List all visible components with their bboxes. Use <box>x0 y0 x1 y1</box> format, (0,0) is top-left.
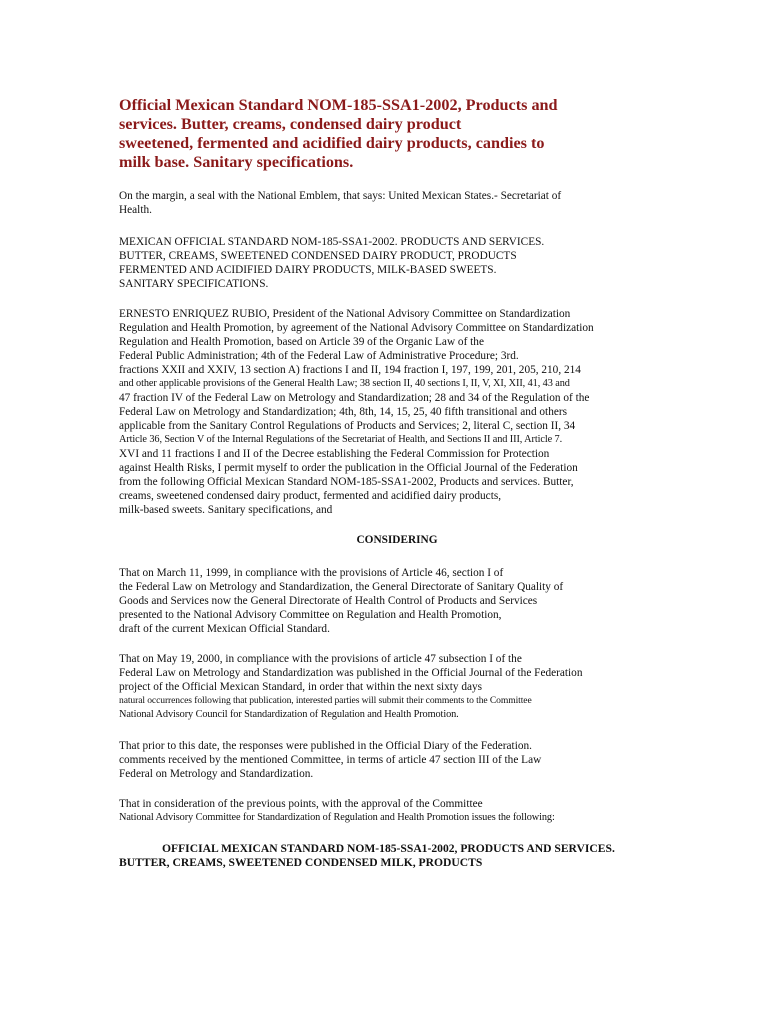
text-line: natural occurrences following that publication, interested parties will submit their comments to the Committee <box>119 695 532 706</box>
text-line: That on May 19, 2000, in compliance with the provisions of article 47 subsection I of the <box>119 653 522 665</box>
text-line: draft of the current Mexican Official Standard. <box>119 623 330 635</box>
text-line: BUTTER, CREAMS, SWEETENED CONDENSED MILK, PRODUCTS <box>119 856 483 869</box>
text-line: That in consideration of the previous points, with the approval of the Committee <box>119 798 483 810</box>
text-line: MEXICAN OFFICIAL STANDARD NOM-185-SSA1-2002. PRODUCTS AND SERVICES. <box>119 236 545 248</box>
text-line: creams, sweetened condensed dairy product, fermented and acidified dairy products, <box>119 490 502 502</box>
considering-paragraph-3 <box>119 739 679 781</box>
text-line: Regulation and Health Promotion, based on Article 39 of the Organic Law of the <box>119 336 484 348</box>
text-line: That prior to this date, the responses were published in the Official Diary of the Federation. <box>119 740 532 752</box>
text-line: Health. <box>119 204 152 216</box>
text-line: against Health Risks, I permit myself to order the publication in the Official Journal of the Federation <box>119 462 578 474</box>
preamble-paragraph <box>119 307 679 517</box>
text-line: Federal Law on Metrology and Standardization; 4th, 8th, 14, 15, 25, 40 fifth transitional and others <box>119 406 568 418</box>
text-line: SANITARY SPECIFICATIONS. <box>119 278 269 290</box>
text-line: Regulation and Health Promotion, by agreement of the National Advisory Committee on Standardization <box>119 322 594 334</box>
margin-note <box>119 189 679 217</box>
text-line: National Advisory Council for Standardization of Regulation and Health Promotion. <box>119 709 459 720</box>
title-line: Official Mexican Standard NOM-185-SSA1-2002, Products and <box>119 96 558 114</box>
considering-paragraph-1 <box>119 566 679 636</box>
title-line: sweetened, fermented and acidified dairy products, candies to <box>119 134 545 152</box>
considering-paragraph-4 <box>119 797 679 825</box>
text-line: Federal on Metrology and Standardization. <box>119 768 314 780</box>
text-line: from the following Official Mexican Standard NOM-185-SSA1-2002, Products and services. Butter, <box>119 476 574 488</box>
considering-paragraph-2 <box>119 652 679 722</box>
text-line: Article 36, Section V of the Internal Regulations of the Secretariat of Health, and Sections II and III, Article 7. <box>119 434 563 445</box>
text-line: the Federal Law on Metrology and Standardization, the General Directorate of Sanitary Quality of <box>119 581 564 593</box>
text-line: FERMENTED AND ACIDIFIED DAIRY PRODUCTS, MILK-BASED SWEETS. <box>119 264 497 276</box>
text-line: On the margin, a seal with the National Emblem, that says: United Mexican States.- Secretariat of <box>119 190 562 202</box>
text-line: 47 fraction IV of the Federal Law on Metrology and Standardization; 28 and 34 of the Regulation of the <box>119 392 590 404</box>
text-line: Federal Law on Metrology and Standardization was published in the Official Journal of the Federation <box>119 667 583 679</box>
text-line: National Advisory Committee for Standardization of Regulation and Health Promotion issues the following: <box>119 812 555 823</box>
text-line: applicable from the Sanitary Control Regulations of Products and Services; 2, literal C, section II, 34 <box>119 420 576 432</box>
text-line: project of the Official Mexican Standard, in order that within the next sixty days <box>119 681 483 693</box>
standard-final-heading <box>119 842 679 870</box>
title-line: milk base. Sanitary specifications. <box>119 153 354 171</box>
text-line: Goods and Services now the General Directorate of Health Control of Products and Services <box>119 595 538 607</box>
text-line: and other applicable provisions of the General Health Law; 38 section II, 40 sections I, II, V, XI, XII, 41, 43 and <box>119 378 570 389</box>
text-line: OFFICIAL MEXICAN STANDARD NOM-185-SSA1-2002, PRODUCTS AND SERVICES. <box>162 842 615 855</box>
standard-caps-heading <box>119 235 679 291</box>
title-line: services. Butter, creams, condensed dairy product <box>119 115 462 133</box>
document-title <box>119 96 619 172</box>
text-line: milk-based sweets. Sanitary specifications, and <box>119 504 333 516</box>
text-line: Federal Public Administration; 4th of the Federal Law of Administrative Procedure; 3rd. <box>119 350 519 362</box>
text-line: XVI and 11 fractions I and II of the Decree establishing the Federal Commission for Protection <box>119 448 550 460</box>
text-line: BUTTER, CREAMS, SWEETENED CONDENSED DAIRY PRODUCT, PRODUCTS <box>119 250 517 262</box>
text-line: comments received by the mentioned Committee, in terms of article 47 section III of the Law <box>119 754 542 766</box>
considering-heading: CONSIDERING <box>356 534 438 546</box>
text-line: fractions XXII and XXIV, 13 section A) fractions I and II, 194 fraction I, 197, 199, 201, 205, 210, 214 <box>119 364 581 376</box>
text-line: ERNESTO ENRIQUEZ RUBIO, President of the National Advisory Committee on Standardization <box>119 308 571 320</box>
text-line: That on March 11, 1999, in compliance with the provisions of Article 46, section I of <box>119 567 504 579</box>
text-line: presented to the National Advisory Committee on Regulation and Health Promotion, <box>119 609 502 621</box>
